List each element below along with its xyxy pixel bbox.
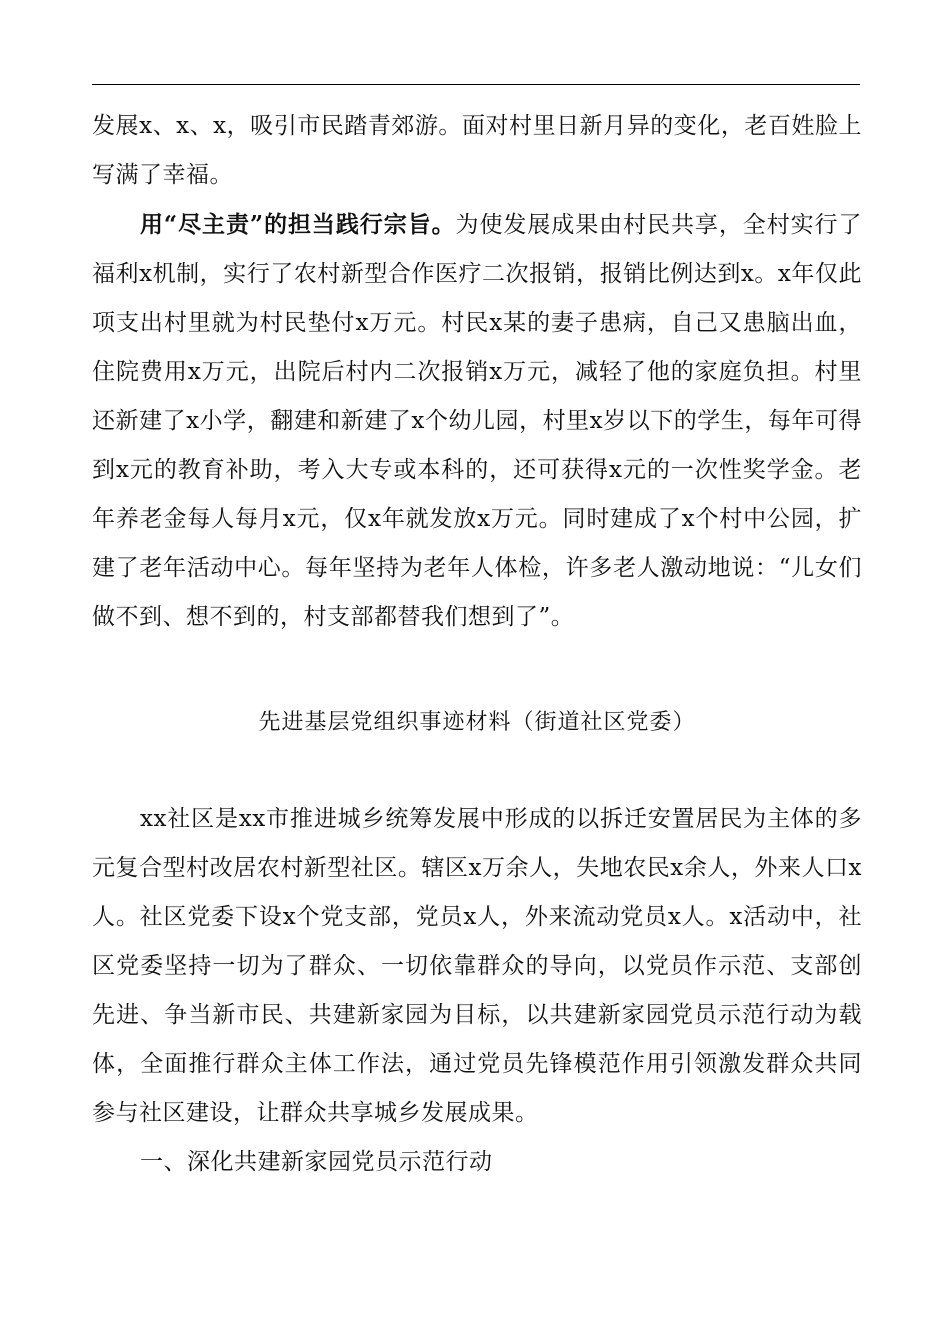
document-body [92,102,862,1187]
paragraph-welfare [92,200,862,642]
paragraph-welfare-body: 为使发展成果由村民共享，全村实行了福利x机制，实行了农村新型合作医疗二次报销，报销比例达到x。x年仅此项支出村里就为村民垫付x万元。村民x某的妻子患病，自己又患脑出血，住院费用x万元，出院后村内二次报销x万元，减轻了他的家庭负担。村里还新建了x小学，翻建和新建了x个幼儿园，村里x岁以下的学生，每年可得到x元的教育补助，考入大专或本科的，还可获得x元的一次性奖学金。老年养老金每人每月x元，仅x年就发放x万元。同时建成了x个村中公园，扩建了老年活动中心。每年坚持为老年人体检，许多老人激动地说：“儿女们做不到、想不到的，村支部都替我们想到了”。 [92,212,862,630]
section-title: 先进基层党组织事迹材料（街道社区党委） [258,710,696,735]
header-rule [92,84,860,85]
paragraph-community-intro: xx社区是xx市推进城乡统筹发展中形成的以拆迁安置居民为主体的多元复合型村改居农村新型社区。辖区x万余人，失地农民x余人，外来人口x人。社区党委下设x个党支部，党员x人，外来流动党员x人。x活动中，社区党委坚持一切为了群众、一切依靠群众的导向，以党员作示范、支部创先进、争当新市民、共建新家园为目标，以共建新家园党员示范行动为载体，全面推行群众主体工作法，通过党员先锋模范作用引领激发群众共同参与社区建设，让群众共享城乡发展成果。 [92,806,862,1126]
heading-level-1: 一、深化共建新家园党员示范行动 [140,1149,493,1175]
paragraph-lead-bold: 用“尽主责”的担当践行宗旨。 [140,211,456,238]
paragraph-continued: 发展x、x、x，吸引市民踏青郊游。面对村里日新月异的变化，老百姓脸上写满了幸福。 [92,113,862,188]
